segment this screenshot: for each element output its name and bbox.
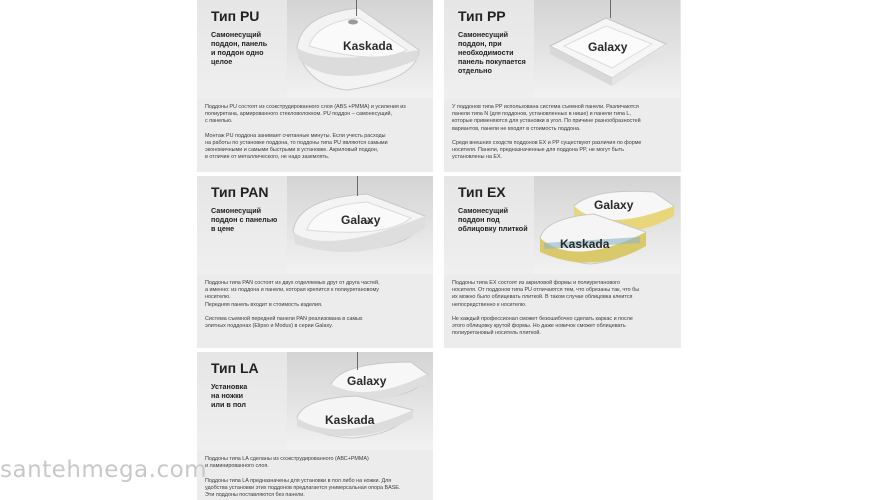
tray-photo (534, 176, 680, 274)
tray-photo (534, 0, 680, 98)
card-description: У поддонов типа PP использована система съемной панели. Различаются панели типа N (для поддонов, установленных в нише) и панели типа L, которые применяются для установки в угол. По причине разнообразностей вариантов, панели не входят в стоимость поддона. Среди внешних сходств поддонов EX и PP существуют различия по форме носителя. Панели, предназначенные для поддона PP, не могут быть установлены на EX. (452, 104, 642, 161)
pipe-line (357, 176, 358, 196)
card-description: Поддоны типа LA сделаны из соэкструдированного (АВС+РММА) и ламинированного слоя. Поддоны типа LA предназначены для установки в пол либо на ножки. Для удобства установки этих поддонов предлагается универсальная опора BASE. Эти поддоны поставляются без панели. (205, 456, 401, 499)
card-la (197, 352, 433, 500)
tray-photo (287, 0, 433, 98)
product-label: Kaskada (343, 39, 393, 53)
tray-photo (287, 176, 433, 274)
card-pan (197, 176, 433, 348)
card-subtitle: Самонесущий поддон, при необходимости панель покупается отдельно (458, 30, 526, 75)
card-description: Поддоны типа EX состоят из акриловой формы и полиуретанового носителя. От поддонов типа PU отличаются тем, что обрезаны так, что бы их можно было облицевать плиткой. В таком случае облицовка клеится непосредственно к носителю. Не каждый профессионал сможет безошибочно сделать каркас и после этого облицовку крутой формы. Но даже новичок сможет облицевать полиуретановый носитель плиткой. (452, 280, 640, 337)
card-description: Поддоны типа PAN состоят из двух отделяемых друг от друга частей, а именно: из поддона и панели, которая крепится к полиуретановому носителю. Передняя панель входит в стоимость изделия. Система съемной передней панели PAN реализована в самых элитных поддонах (Elipso и Modus) в серии Galaxy. (205, 280, 380, 330)
watermark: santehmega.com (0, 457, 208, 483)
tray-ex-illustration (534, 176, 680, 274)
tray-photo (287, 352, 433, 450)
tray-pan-illustration (287, 176, 433, 274)
tray-pp-illustration (534, 0, 680, 98)
card-ex (444, 176, 681, 348)
card-title: Тип EX (458, 184, 506, 200)
card-title: Тип PAN (211, 184, 269, 200)
card-subtitle: Установка на ножки или в пол (211, 382, 248, 409)
card-subtitle: Самонесущий поддон с панелью в цене (211, 206, 278, 233)
product-label-top: Galaxy (347, 374, 387, 388)
pipe-line (357, 352, 358, 370)
product-label-bottom: Kaskada (560, 237, 610, 251)
pipe-line (356, 0, 357, 16)
card-pu (197, 0, 433, 172)
product-label-bottom: Kaskada (325, 413, 375, 427)
product-label-top: Galaxy (594, 198, 634, 212)
product-label: Galaxy (341, 213, 381, 227)
product-label: Galaxy (588, 40, 628, 54)
card-subtitle: Самонесущий поддон, панель и поддон одно целое (211, 30, 268, 66)
tray-pu-illustration (287, 0, 433, 98)
tray-la-illustration (287, 352, 433, 450)
card-title: Тип LA (211, 360, 259, 376)
card-description: Поддоны PU состоят из соэкструдированного слоя (ABS +PMMA) и усиления из полиуретана, армированного стекловолокном. PU поддон – самонесущий, с панелью. Монтаж PU поддона занимает считанные минуты. Если учесть расходы на работы по установке поддона, то поддоны типа PU являются самыми экономичными и самыми быстрыми в установке. Акриловый поддон, в отличие от металлического, не надо заземлять. (205, 104, 406, 161)
card-title: Тип PU (211, 8, 260, 24)
card-subtitle: Самонесущий поддон под облицовку плиткой (458, 206, 528, 233)
pipe-line (610, 0, 611, 18)
card-pp (444, 0, 681, 172)
card-title: Тип PP (458, 8, 506, 24)
